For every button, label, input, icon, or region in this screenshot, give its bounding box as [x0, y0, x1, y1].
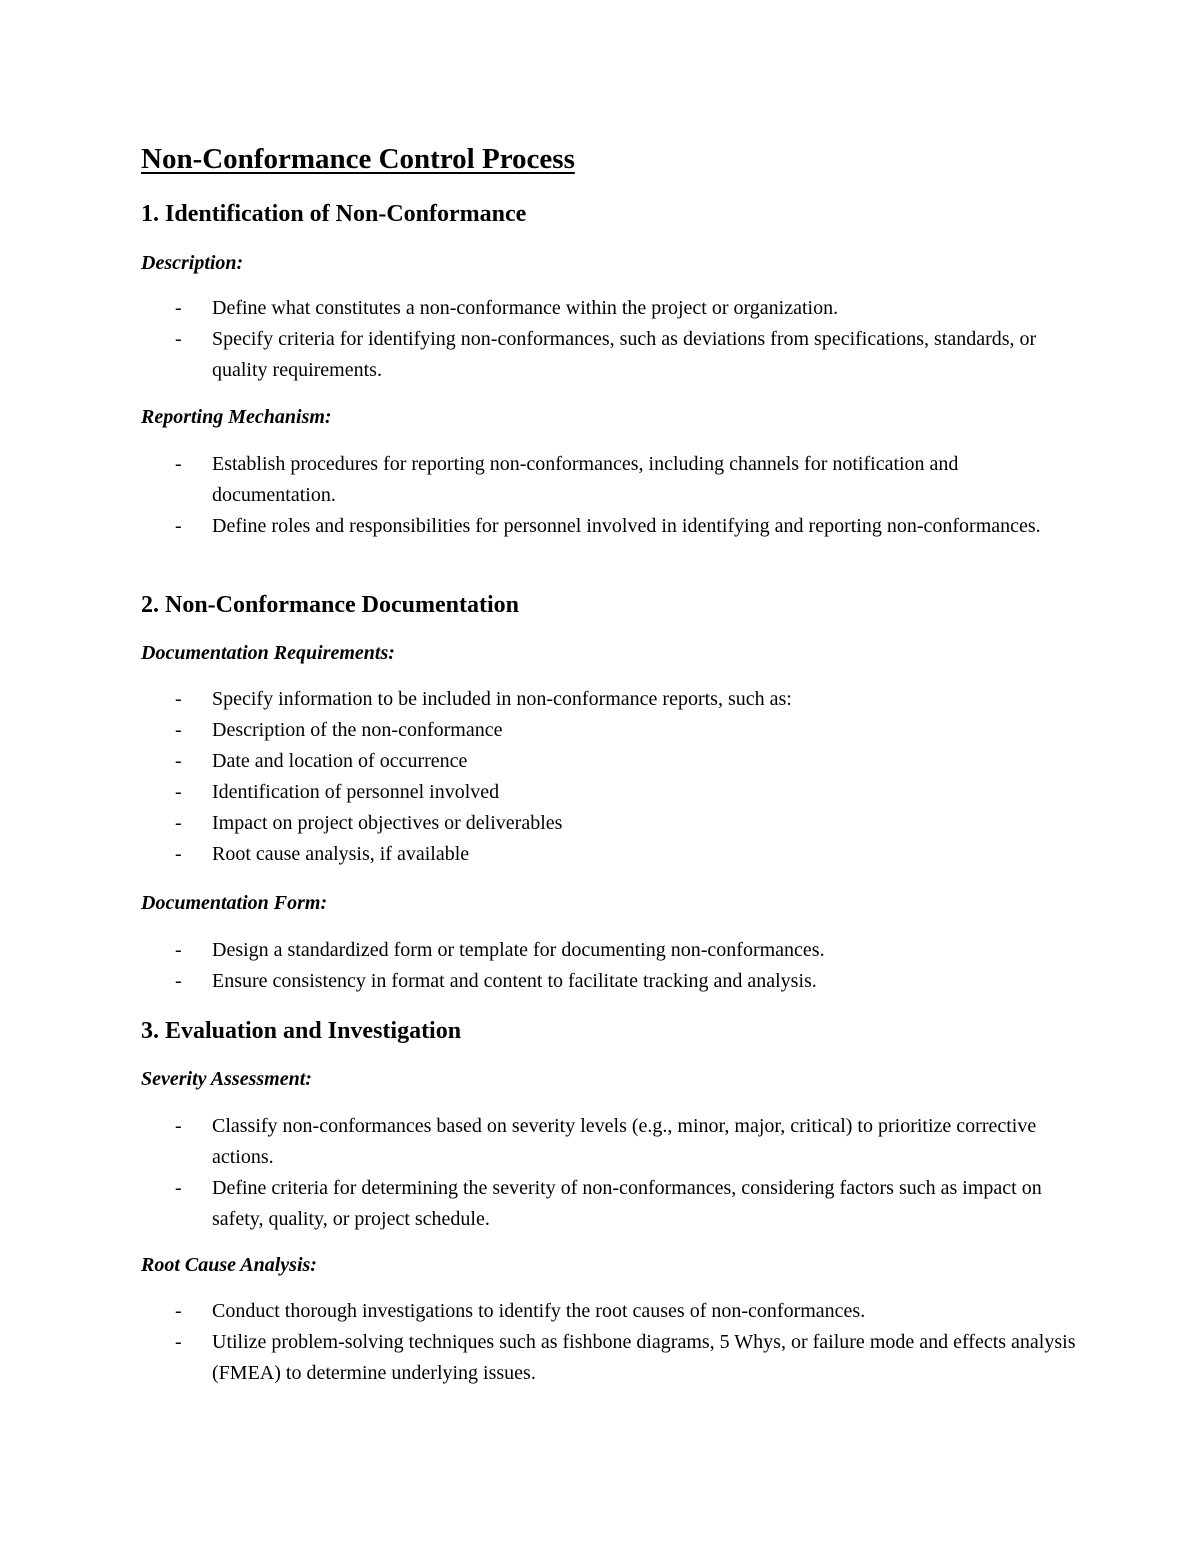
section-heading-documentation: 2. Non-Conformance Documentation: [141, 592, 519, 618]
subheading-root-cause-analysis: Root Cause Analysis:: [141, 1254, 317, 1276]
list-item: [141, 511, 1081, 542]
list-item-text: Ensure consistency in format and content to facilitate tracking and analysis.: [212, 970, 817, 992]
list-item-text: Establish procedures for reporting non-conformances, including channels for notification and documentation.: [212, 453, 959, 506]
bullet-dash: -: [175, 515, 182, 537]
subheading-severity-assessment: Severity Assessment:: [141, 1068, 312, 1090]
list-item-text: Description of the non-conformance: [212, 719, 503, 741]
list-item-text: Conduct thorough investigations to identify the root causes of non-conformances.: [212, 1300, 866, 1322]
list-item: [141, 293, 1081, 324]
bullet-dash: -: [175, 719, 182, 741]
subheading-description: Description:: [141, 252, 244, 274]
description-list: [141, 293, 1081, 386]
documentation-requirements-list: [141, 684, 1081, 870]
list-item-text: Root cause analysis, if available: [212, 843, 470, 865]
reporting-mechanism-list: [141, 449, 1081, 542]
subheading-reporting-mechanism: Reporting Mechanism:: [141, 406, 332, 428]
list-item: [141, 839, 1081, 870]
bullet-dash: -: [175, 843, 182, 865]
bullet-dash: -: [175, 970, 182, 992]
root-cause-analysis-list: [141, 1296, 1081, 1389]
bullet-dash: -: [175, 939, 182, 961]
bullet-dash: -: [175, 750, 182, 772]
bullet-dash: -: [175, 1300, 182, 1322]
list-item-text: Identification of personnel involved: [212, 781, 500, 803]
bullet-dash: -: [175, 1331, 182, 1353]
bullet-dash: -: [175, 1177, 182, 1199]
list-item: [141, 449, 1081, 511]
bullet-dash: -: [175, 453, 182, 475]
list-item-text: Define roles and responsibilities for personnel involved in identifying and reporting non-conformances.: [212, 515, 1041, 537]
bullet-dash: -: [175, 781, 182, 803]
list-item: [141, 777, 1081, 808]
list-item: [141, 935, 1081, 966]
section-heading-evaluation: 3. Evaluation and Investigation: [141, 1018, 462, 1044]
list-item: [141, 1327, 1081, 1389]
list-item-text: Specify criteria for identifying non-conformances, such as deviations from specifications, standards, or quality requirements.: [212, 328, 1037, 381]
bullet-dash: -: [175, 1115, 182, 1137]
subheading-documentation-requirements: Documentation Requirements:: [141, 642, 395, 664]
bullet-dash: -: [175, 328, 182, 350]
list-item: [141, 1296, 1081, 1327]
list-item-text: Utilize problem-solving techniques such as fishbone diagrams, 5 Whys, or failure mode and effects analysis (FMEA) to determine underlying issues.: [212, 1331, 1076, 1384]
documentation-form-list: [141, 935, 1081, 997]
list-item: [141, 1173, 1081, 1235]
list-item: [141, 715, 1081, 746]
section-heading-identification: 1. Identification of Non-Conformance: [141, 201, 527, 227]
list-item: [141, 808, 1081, 839]
bullet-dash: -: [175, 297, 182, 319]
bullet-dash: -: [175, 688, 182, 710]
list-item-text: Classify non-conformances based on severity levels (e.g., minor, major, critical) to prioritize corrective actions.: [212, 1115, 1037, 1168]
list-item: [141, 746, 1081, 777]
subheading-documentation-form: Documentation Form:: [141, 892, 328, 914]
list-item: [141, 966, 1081, 997]
list-item-text: Date and location of occurrence: [212, 750, 468, 772]
list-item-text: Define what constitutes a non-conformance within the project or organization.: [212, 297, 839, 319]
list-item-text: Specify information to be included in non-conformance reports, such as:: [212, 688, 792, 710]
severity-assessment-list: [141, 1111, 1081, 1235]
list-item: [141, 1111, 1081, 1173]
list-item-text: Impact on project objectives or deliverables: [212, 812, 563, 834]
document-title: Non-Conformance Control Process: [141, 143, 575, 175]
bullet-dash: -: [175, 812, 182, 834]
list-item: [141, 684, 1081, 715]
list-item-text: Define criteria for determining the severity of non-conformances, considering factors such as impact on safety, quality, or project schedule.: [212, 1177, 1042, 1230]
list-item: [141, 324, 1081, 386]
list-item-text: Design a standardized form or template for documenting non-conformances.: [212, 939, 825, 961]
